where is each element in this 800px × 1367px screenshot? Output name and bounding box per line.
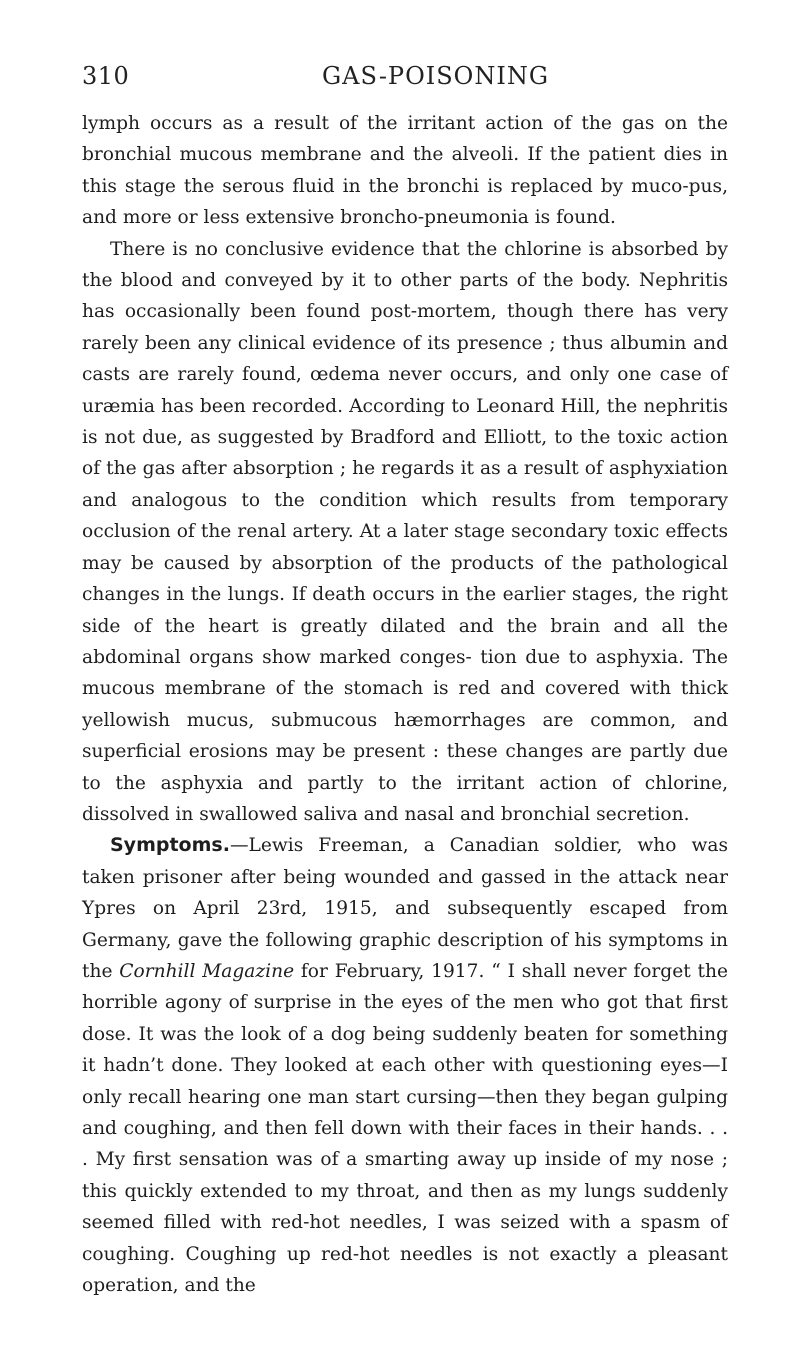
paragraph-lymph: lymph occurs as a result of the irritant action of the gas on the bronchial mucous membrane and the alveoli. If the patient dies in this stage the serous fluid in the bronchi is replaced by muco-pus, and more or less extensive broncho-pneumonia is found.	[82, 113, 728, 229]
symptoms-text-part2: for February, 1917. “ I shall never forget the horrible agony of surprise in the eyes of the men who got that first dose. It was the look of a dog being suddenly beaten for something it hadn’t done. They looked at each other with questioning eyes—I only recall hearing one man start cursing—then they began gulping and coughing, and then fell down with their faces in their hands. . . . My first sensation was of a smarting away up inside of my nose ; this quickly extended to my throat, and then as my lungs suddenly seemed filled with red-hot needles, I was seized with a spasm of coughing. Coughing up red-hot needles is not exactly a pleasant operation, and the	[82, 960, 728, 1297]
section-heading-symptoms: Symptoms.	[110, 834, 230, 857]
symptoms-text-part1: —Lewis Freeman, a Canadian soldier, who was taken prisoner after being wounded and gassed in the attack near Ypres on April 23rd, 1915, and subsequently escaped from Germany, gave the following graphic description of his symptoms in the	[82, 835, 728, 982]
page-number: 310	[82, 62, 130, 90]
paragraph-chlorine-absorption: There is no conclusive evidence that the chlorine is absorbed by the blood and conveyed by it to other parts of the body. Nephritis has occasionally been found post-mortem, though there has very rarely been any clinical evidence of its presence ; thus albumin and casts are rarely found, œdema never occurs, and only one case of uræmia has been recorded. According to Leonard Hill, the nephritis is not due, as suggested by Bradford and Elliott, to the toxic action of the gas after absorption ; he regards it as a result of asphyxiation and analogous to the condition which results from temporary occlusion of the renal artery. At a later stage secondary toxic effects may be caused by absorption of the products of the pathological changes in the lungs. If death occurs in the earlier stages, the right side of the heart is greatly dilated and the brain and all the abdominal organs show marked conges- tion due to asphyxia. The mucous membrane of the stomach is red and covered with thick yellowish mucus, submucous hæmorrhages are common, and superficial erosions may be present : these changes are partly due to the asphyxia and partly to the irritant action of chlorine, dissolved in swallowed saliva and nasal and bronchial secretion.	[82, 238, 728, 825]
running-title: GAS-POISONING	[322, 62, 550, 90]
magazine-title: Cornhill Magazine	[119, 960, 295, 982]
body-text	[82, 108, 728, 1301]
paragraph-symptoms	[82, 830, 728, 1301]
running-head	[82, 62, 730, 102]
